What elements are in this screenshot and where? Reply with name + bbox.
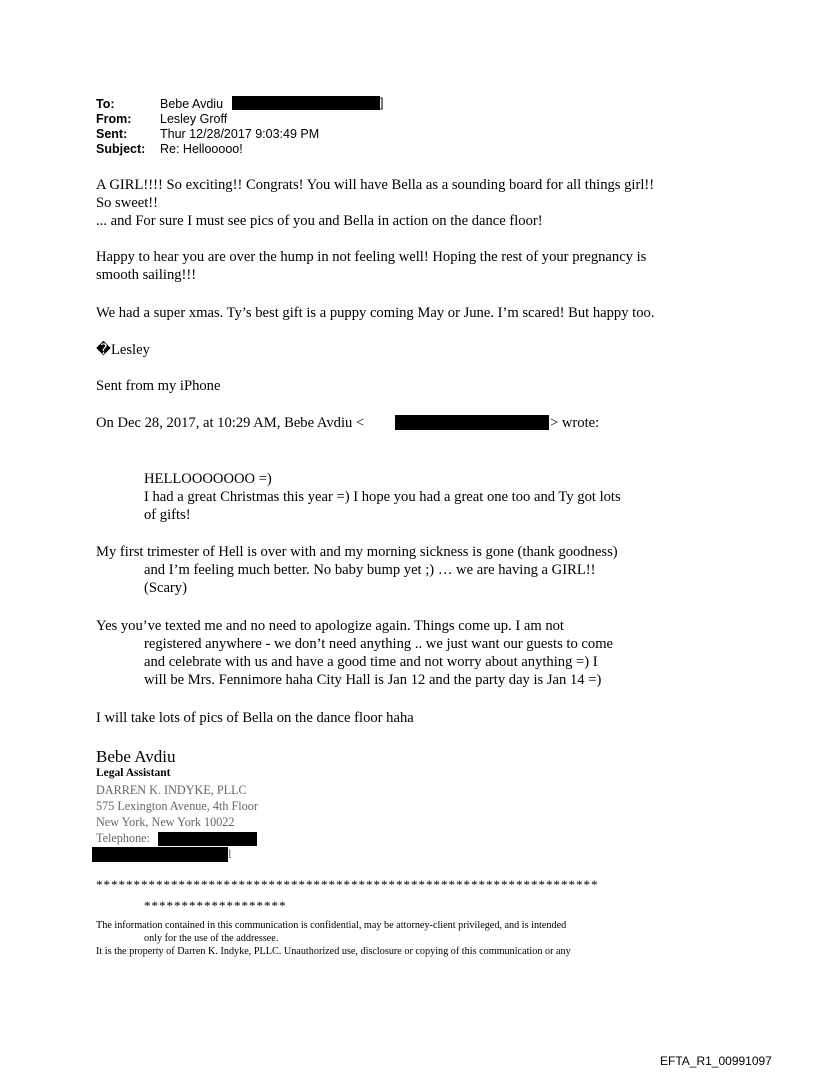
reply-paragraph-2	[96, 248, 736, 284]
subject-label: Subject:	[96, 142, 146, 156]
text-line: So sweet!!	[96, 195, 159, 211]
signature-role: Legal Assistant	[96, 767, 171, 779]
signature-address-2: New York, New York 10022	[96, 815, 235, 829]
text-line: Happy to hear you are over the hump in not feeling well! Hoping the rest of your pregnancy is	[96, 249, 647, 265]
to-value: Bebe Avdiu	[160, 97, 224, 111]
redaction-telephone	[158, 832, 257, 846]
to-tail: ]	[380, 96, 384, 110]
quote-intro-start: On Dec 28, 2017, at 10:29 AM, Bebe Avdiu <	[96, 415, 365, 431]
disclaimer-line-2: only for the use of the addressee.	[144, 933, 279, 944]
quoted-paragraph-4	[96, 709, 736, 727]
signature-address-1: 575 Lexington Avenue, 4th Floor	[96, 799, 258, 813]
text-line: I will take lots of pics of Bella on the dance floor haha	[96, 710, 414, 726]
redaction-to-email	[232, 96, 380, 110]
text-line: and I’m feeling much better. No baby bump yet ;) … we are having a GIRL!!	[144, 562, 596, 578]
quoted-paragraph-3	[96, 617, 736, 689]
text-line: Yes you’ve texted me and no need to apologize again. Things come up. I am not	[96, 618, 564, 634]
text-line: A GIRL!!!! So exciting!! Congrats! You will have Bella as a sounding board for all things girl!!	[96, 177, 655, 193]
text-line: I had a great Christmas this year =) I hope you had a great one too and Ty got lots	[144, 489, 621, 505]
sent-from-line	[96, 377, 736, 395]
text-line: HELLOOOOOOO =)	[144, 471, 272, 487]
text-line: �Lesley	[96, 342, 150, 358]
reply-paragraph-3	[96, 304, 736, 322]
sent-value: Thur 12/28/2017 9:03:49 PM	[160, 127, 320, 141]
text-line: My first trimester of Hell is over with and my morning sickness is gone (thank goodness)	[96, 544, 618, 560]
from-label: From:	[96, 112, 132, 126]
text-line: (Scary)	[144, 580, 187, 596]
sent-label: Sent:	[96, 127, 128, 141]
reply-paragraph-1	[96, 176, 736, 230]
quoted-paragraph-1	[144, 470, 784, 524]
to-label: To:	[96, 97, 115, 111]
redaction-email-line	[92, 847, 228, 862]
text-line: Sent from my iPhone	[96, 378, 221, 394]
redaction-sender-email	[395, 415, 549, 430]
quoted-paragraph-2	[96, 543, 736, 597]
disclaimer-line-1: The information contained in this communication is confidential, may be attorney-client privileged, and is intended	[96, 920, 567, 931]
text-line: ... and For sure I must see pics of you and Bella in action on the dance floor!	[96, 213, 543, 229]
text-line: We had a super xmas. Ty’s best gift is a puppy coming May or June. I’m scared! But happy too.	[96, 305, 655, 321]
quote-intro-end: > wrote:	[550, 415, 600, 431]
quote-intro-end-wrap	[550, 414, 650, 432]
from-value: Lesley Groff	[160, 112, 228, 126]
signature-firm: DARREN K. INDYKE, PLLC	[96, 783, 247, 797]
disclaimer-stars-long: *******************************************************************	[96, 877, 599, 892]
reply-signoff	[96, 341, 736, 359]
disclaimer-stars-short: *******************	[144, 898, 287, 913]
signature-telephone-label: Telephone:	[96, 831, 150, 845]
signature-name: Bebe Avdiu	[96, 747, 176, 766]
subject-value: Re: Hellooooo!	[160, 142, 243, 156]
document-id: EFTA_R1_00991097	[660, 1054, 772, 1068]
text-line: will be Mrs. Fennimore haha City Hall is Jan 12 and the party day is Jan 14 =)	[144, 672, 602, 688]
signature-tail-char: l	[228, 847, 232, 861]
text-line: registered anywhere - we don’t need anything .. we just want our guests to come	[144, 636, 614, 652]
text-line: and celebrate with us and have a good time and not worry about anything =) I	[144, 654, 598, 670]
text-line: smooth sailing!!!	[96, 267, 197, 283]
text-line: of gifts!	[144, 507, 191, 523]
disclaimer-line-3: It is the property of Darren K. Indyke, PLLC. Unauthorized use, disclosure or copying of this communication or any	[96, 946, 571, 957]
